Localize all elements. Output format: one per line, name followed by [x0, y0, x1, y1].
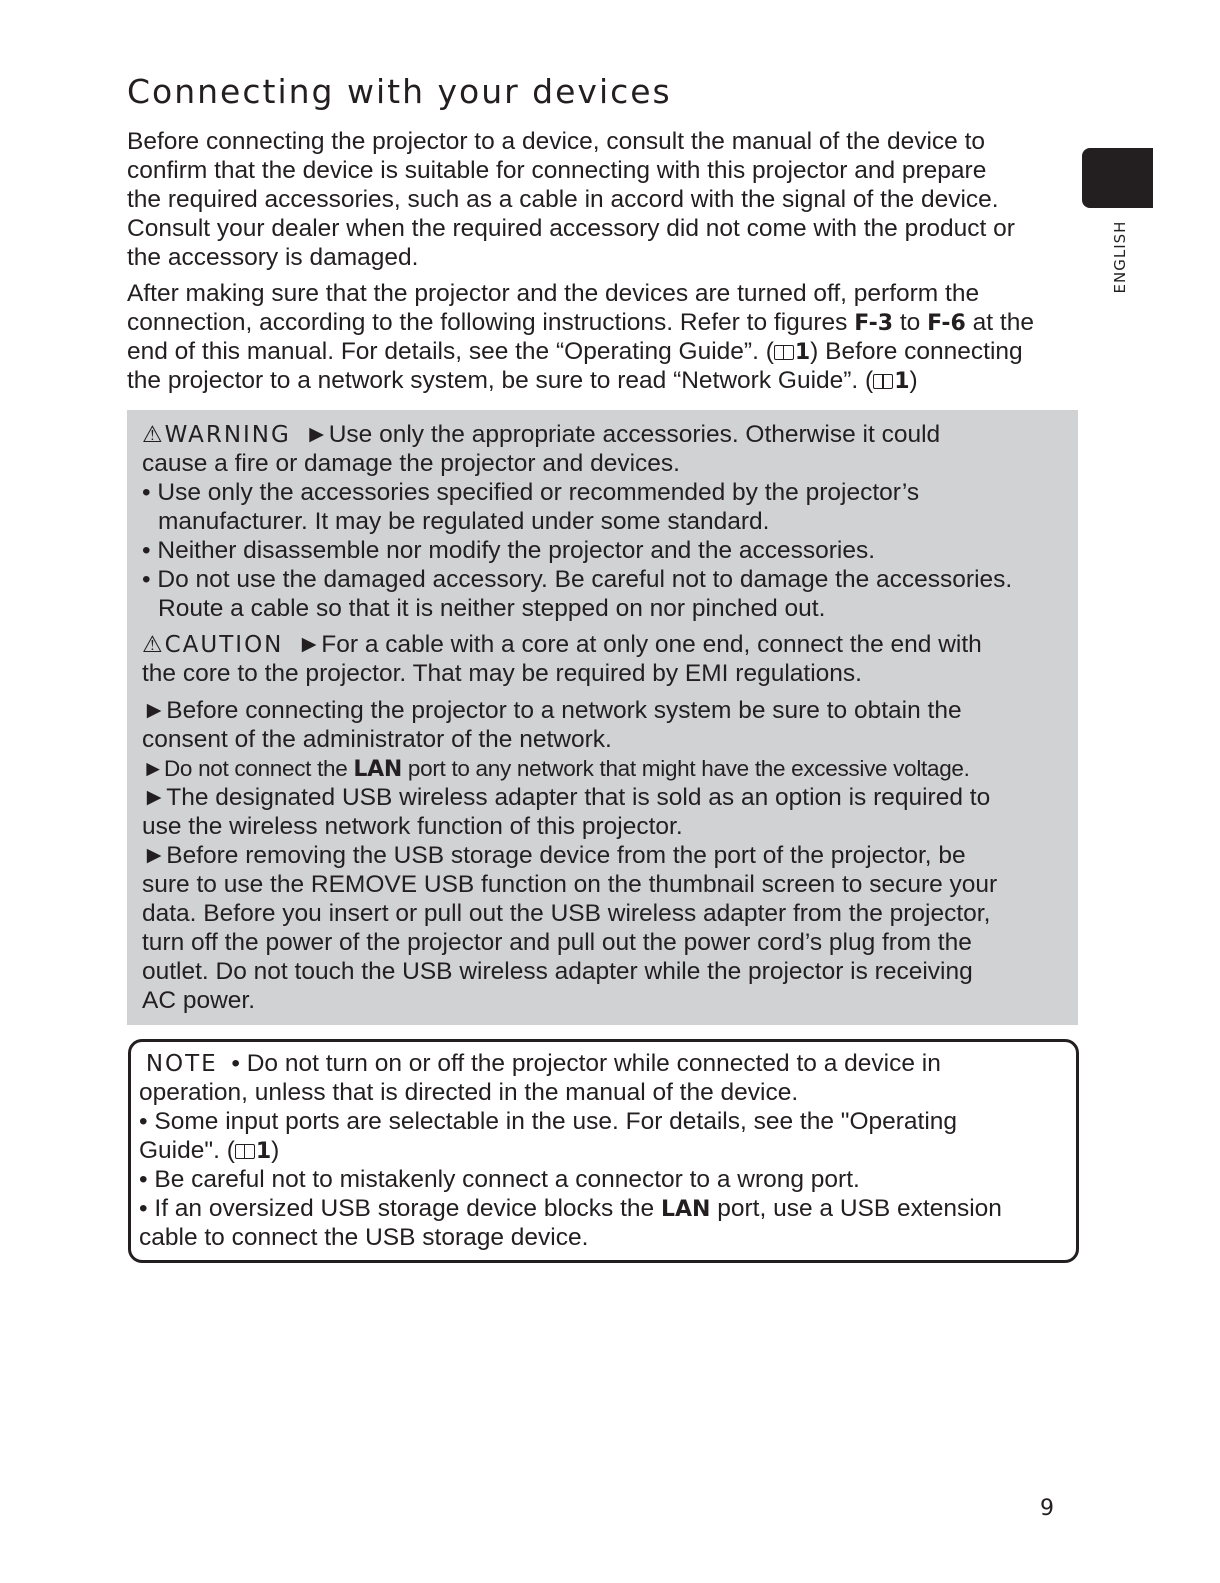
text-line: Before connecting the projector to a device, consult the manual of the device to	[127, 128, 986, 155]
lan-port-label: LAN	[353, 757, 402, 782]
warning-label: ⚠WARNING	[142, 422, 291, 448]
text-line: AC power.	[142, 987, 256, 1014]
figure-ref: F-6	[927, 311, 966, 336]
text-line: manufacturer. It may be regulated under some standard.	[158, 508, 770, 535]
text-line	[139, 1049, 1002, 1078]
manual-ref: 1	[255, 1139, 272, 1164]
text-line: the core to the projector. That may be required by EMI regulations.	[142, 660, 862, 687]
text: port to any network that might have the excessive voltage.	[401, 756, 970, 781]
manual-ref: 1	[894, 369, 910, 394]
text-line: outlet. Do not touch the USB wireless adapter while the projector is receiving	[142, 958, 973, 985]
intro-paragraph-2	[127, 279, 1034, 395]
manual-ref: 1	[794, 340, 811, 365]
book-icon	[873, 374, 893, 389]
text-line: data. Before you insert or pull out the USB wireless adapter from the projector,	[142, 900, 991, 927]
text-line: operation, unless that is directed in the manual of the device.	[139, 1079, 799, 1106]
text-line	[139, 1194, 1002, 1223]
text: end of this manual. For details, see the “Operating Guide”. (	[127, 338, 774, 365]
text: ) Before connecting	[810, 338, 1023, 365]
text-line: confirm that the device is suitable for connecting with this projector and prepare	[127, 157, 987, 184]
text-line	[139, 1136, 1002, 1165]
text: ►Do not connect the	[142, 756, 354, 781]
text-line: • Use only the accessories specified or recommended by the projector’s	[142, 479, 920, 506]
text-line	[127, 308, 1034, 337]
language-tab-marker	[1082, 148, 1153, 208]
figure-ref: F-3	[854, 311, 894, 336]
text-line: Consult your dealer when the required accessory did not come with the product or	[127, 215, 1015, 242]
text-line	[142, 754, 997, 783]
text: port, use a USB extension	[710, 1195, 1002, 1222]
warning-section	[142, 420, 1012, 623]
text-line: • Do not use the damaged accessory. Be careful not to damage the accessories.	[142, 566, 1013, 593]
text-line: the accessory is damaged.	[127, 244, 419, 271]
caution-label: ⚠CAUTION	[142, 632, 284, 658]
text-line: sure to use the REMOVE USB function on the thumbnail screen to secure your	[142, 871, 998, 898]
text: Guide". (	[139, 1137, 235, 1164]
safety-box	[127, 410, 1078, 1025]
language-label: ENGLISH	[1111, 220, 1129, 294]
text-line: • Some input ports are selectable in the use. For details, see the "Operating	[139, 1108, 958, 1135]
book-icon	[774, 345, 794, 360]
text-line: turn off the power of the projector and pull out the power cord’s plug from the	[142, 929, 972, 956]
text-line	[127, 366, 1034, 395]
text-line: • Be careful not to mistakenly connect a connector to a wrong port.	[139, 1166, 860, 1193]
text-line: ►The designated USB wireless adapter that is sold as an option is required to	[142, 784, 991, 811]
text-line: ►Before removing the USB storage device from the port of the projector, be	[142, 842, 966, 869]
text-line: After making sure that the projector and the devices are turned off, perform the	[127, 280, 980, 307]
text: )	[271, 1137, 280, 1164]
text-line: cable to connect the USB storage device.	[139, 1224, 589, 1251]
text: at the	[965, 309, 1034, 336]
text-line: consent of the administrator of the network.	[142, 726, 612, 753]
text-line: the required accessories, such as a cable in accord with the signal of the device.	[127, 186, 999, 213]
text: connection, according to the following instructions. Refer to figures	[127, 309, 855, 336]
text: the projector to a network system, be sure to read “Network Guide”. (	[127, 367, 874, 394]
book-icon	[235, 1144, 255, 1159]
lan-port-label: LAN	[660, 1197, 711, 1222]
text-line	[142, 630, 997, 659]
text-line: use the wireless network function of this projector.	[142, 813, 683, 840]
text: )	[909, 367, 918, 394]
text: • If an oversized USB storage device blocks the	[139, 1195, 661, 1222]
text-line: • Neither disassemble nor modify the projector and the accessories.	[142, 537, 876, 564]
text-line: ►Before connecting the projector to a network system be sure to obtain the	[142, 697, 962, 724]
note-label: NOTE	[145, 1051, 218, 1077]
text-line	[127, 337, 1034, 366]
page-number: 9	[1040, 1496, 1054, 1521]
text-line: cause a fire or damage the projector and devices.	[142, 450, 680, 477]
text: • Do not turn on or off the projector while connected to a device in	[231, 1050, 941, 1077]
text: ►For a cable with a core at only one end, connect the end with	[297, 631, 982, 658]
text: ►Use only the appropriate accessories. Otherwise it could	[304, 421, 941, 448]
text: to	[893, 309, 928, 336]
caution-section	[142, 630, 997, 1015]
text-line: Route a cable so that it is neither stepped on nor pinched out.	[158, 595, 826, 622]
text-line	[142, 420, 1012, 449]
note-box	[128, 1039, 1079, 1263]
page-title: Connecting with your devices	[127, 72, 672, 111]
intro-paragraph-1	[127, 127, 1015, 272]
note-section	[139, 1049, 1002, 1252]
